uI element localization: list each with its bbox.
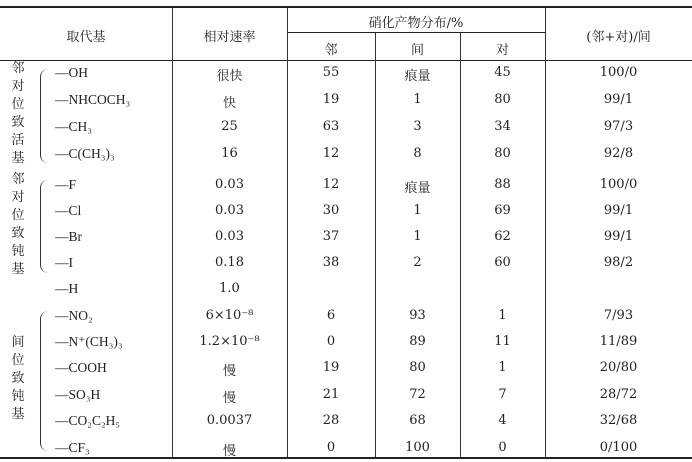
m-cell: 68 — [409, 413, 426, 428]
p-cell: 4 — [498, 413, 507, 428]
substituent-cell: —COOH — [55, 360, 107, 375]
m-cell: 89 — [409, 334, 426, 349]
ratio-cell: 92/8 — [603, 146, 634, 161]
o-cell: 55 — [322, 65, 340, 80]
m-cell: 痕量 — [404, 69, 431, 84]
bottom-rule — [0, 457, 692, 459]
p-cell: 0 — [498, 440, 507, 455]
substituent-cell: —NHCOCH₃ — [55, 92, 131, 107]
group-label: 间位致钝基 — [11, 335, 25, 422]
m-cell: 93 — [409, 308, 426, 323]
substituent-cell: —Cl — [55, 203, 82, 218]
m-cell: 80 — [409, 360, 426, 375]
substituent-cell: —C(CH₃)₃ — [55, 146, 115, 161]
o-cell: 19 — [322, 92, 340, 107]
o-cell: 12 — [322, 177, 340, 192]
p-cell: 69 — [494, 203, 511, 218]
header-para: 对 — [495, 43, 509, 58]
o-cell: 21 — [322, 387, 340, 402]
rate-cell: 慢 — [222, 444, 236, 459]
rate-cell: 慢 — [222, 364, 236, 379]
ratio-cell: 32/68 — [599, 413, 638, 428]
ratio-cell: 7/93 — [603, 308, 634, 323]
rate-cell: 慢 — [222, 391, 236, 406]
m-cell: 8 — [413, 146, 422, 161]
p-cell: 45 — [494, 65, 511, 80]
brace-icon — [40, 311, 49, 451]
o-cell: 30 — [322, 203, 340, 218]
ratio-cell: 20/80 — [599, 360, 638, 375]
o-cell: 38 — [322, 255, 340, 270]
o-cell: 0 — [326, 440, 336, 455]
p-cell: 34 — [494, 119, 511, 134]
header-ratio: (邻+对)/间 — [586, 30, 651, 45]
o-cell: 28 — [322, 413, 340, 428]
substituent-cell: —H — [55, 281, 79, 296]
m-cell: 1 — [413, 203, 422, 218]
o-cell: 19 — [322, 360, 340, 375]
rate-cell: 0.03 — [215, 177, 244, 192]
rate-cell: 0.03 — [215, 203, 244, 218]
substituent-cell: —SO₃H — [55, 387, 101, 402]
top-rule — [0, 6, 692, 8]
substituent-cell: —F — [55, 177, 77, 192]
ratio-cell: 100/0 — [599, 65, 638, 80]
ratio-cell: 99/1 — [603, 92, 634, 107]
p-cell: 80 — [494, 92, 511, 107]
substituent-cell: —CO₂C₂H₅ — [55, 413, 121, 428]
m-cell: 痕量 — [404, 181, 431, 196]
rate-cell: 快 — [222, 96, 236, 111]
rate-cell: 0.18 — [215, 255, 244, 270]
p-cell: 1 — [498, 308, 507, 323]
m-cell: 1 — [413, 92, 422, 107]
ratio-cell: 98/2 — [603, 255, 634, 270]
m-cell: 100 — [405, 440, 430, 455]
p-cell: 7 — [498, 387, 507, 402]
header-meta: 间 — [410, 43, 424, 58]
substituent-cell: —I — [55, 255, 73, 270]
header-substituent: 取代基 — [66, 30, 106, 45]
header-distribution: 硝化产物分布/% — [368, 16, 464, 31]
group-label: 邻对位致活基 — [11, 61, 25, 166]
header-ortho: 邻 — [324, 43, 338, 58]
group-label: 邻对位致钝基 — [11, 171, 25, 277]
o-cell: 6 — [326, 308, 336, 323]
ratio-cell: 97/3 — [603, 119, 634, 134]
p-cell: 11 — [494, 334, 511, 349]
substituent-cell: —OH — [55, 65, 88, 80]
substituent-cell: —Br — [55, 229, 82, 244]
rate-cell: 0.0037 — [206, 413, 253, 428]
p-cell: 1 — [498, 360, 507, 375]
p-cell: 62 — [494, 229, 511, 244]
o-cell: 63 — [322, 119, 340, 134]
ratio-cell: 99/1 — [603, 229, 634, 244]
rate-cell: 1.0 — [219, 281, 240, 296]
substituent-cell: —NO₂ — [55, 308, 93, 323]
m-cell: 72 — [409, 387, 426, 402]
p-cell: 88 — [494, 177, 511, 192]
m-cell: 3 — [413, 119, 422, 134]
substituent-cell: —CF₃ — [55, 440, 90, 455]
substituent-cell: —CH₃ — [55, 119, 92, 134]
ratio-cell: 99/1 — [603, 203, 634, 218]
brace-icon — [40, 69, 49, 163]
ratio-cell: 28/72 — [599, 387, 638, 402]
p-cell: 60 — [494, 255, 511, 270]
ratio-cell: 0/100 — [599, 440, 638, 455]
rate-cell: 25 — [221, 119, 238, 134]
brace-icon — [40, 180, 49, 273]
o-cell: 0 — [326, 334, 336, 349]
o-cell: 37 — [322, 229, 340, 244]
m-cell: 2 — [413, 255, 422, 270]
rate-cell: 很快 — [216, 69, 243, 84]
header-relative-rate: 相对速率 — [203, 30, 256, 45]
rate-cell: 1.2×10⁻⁸ — [199, 334, 260, 349]
rate-cell: 6×10⁻⁸ — [205, 308, 254, 323]
rate-cell: 16 — [221, 146, 238, 161]
header-bottom-rule — [0, 60, 692, 61]
m-cell: 1 — [413, 229, 422, 244]
substituent-cell: —N⁺(CH₃)₃ — [55, 334, 123, 349]
rate-cell: 0.03 — [215, 229, 244, 244]
ratio-cell: 11/89 — [599, 334, 638, 349]
ratio-cell: 100/0 — [599, 177, 638, 192]
header-mid-rule — [287, 32, 545, 33]
p-cell: 80 — [494, 146, 511, 161]
o-cell: 12 — [322, 146, 340, 161]
